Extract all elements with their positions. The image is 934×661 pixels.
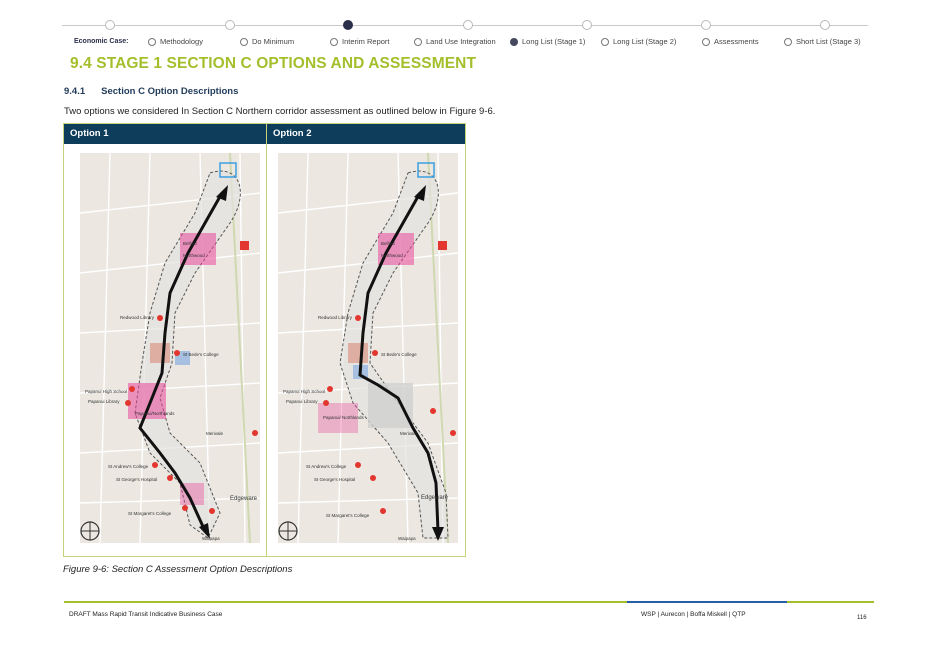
- radio-icon: [240, 38, 248, 46]
- step-interim-report[interactable]: Interim Report: [330, 37, 390, 46]
- label-belfast: Belfast: [183, 241, 197, 246]
- label-waipapa: Waipapa: [398, 536, 416, 541]
- residential-block: [348, 343, 368, 363]
- label-northwood: Northwood: [381, 253, 403, 258]
- label-margaret: St Margaret's College: [128, 511, 172, 516]
- figure-header-row: [64, 124, 465, 144]
- radio-icon: [414, 38, 422, 46]
- progress-dot: [701, 20, 711, 30]
- subsection-number: 9.4.1: [64, 86, 86, 97]
- economic-case-label: Economic Case:: [74, 38, 129, 45]
- body-paragraph: Two options we considered In Section C Northern corridor assessment as outlined below in Figure 9-6.: [64, 106, 496, 117]
- label-edgeware: Edgeware: [230, 496, 258, 502]
- progress-dot: [105, 20, 115, 30]
- step-land-use-integration[interactable]: Land Use Integration: [414, 37, 496, 46]
- step-assessments[interactable]: Assessments: [702, 37, 759, 46]
- footer-document-title: DRAFT Mass Rapid Transit Indicative Business Case: [69, 611, 223, 618]
- step-do-minimum[interactable]: Do Minimum: [240, 37, 294, 46]
- radio-icon: [148, 38, 156, 46]
- figure-caption: Figure 9-6: Section C Assessment Option Descriptions: [63, 564, 293, 575]
- progress-dot: [820, 20, 830, 30]
- label-waipapa: Waipapa: [202, 536, 220, 541]
- option-figure: [63, 123, 466, 557]
- highway-shield-icon: [240, 241, 249, 250]
- label-george: St George's Hospital: [314, 477, 356, 482]
- label-andrews: St Andrew's College: [306, 464, 347, 469]
- label-redwood: Redwood Library: [120, 315, 155, 320]
- label-papanui: Papanui/Northlands: [135, 411, 175, 416]
- option-1-map: [80, 153, 260, 543]
- section-heading: 9.4 STAGE 1 SECTION C OPTIONS AND ASSESSMENT: [70, 55, 477, 72]
- residential-block: [150, 343, 170, 363]
- label-belfast: Belfast: [381, 241, 395, 246]
- label-papanui-high: Papanui High School: [283, 389, 326, 394]
- label-bede: St Bede's College: [183, 352, 219, 357]
- label-margaret: St Margaret's College: [326, 513, 370, 518]
- option-1-header: Option 1: [70, 128, 109, 139]
- option-2-header: Option 2: [273, 128, 312, 139]
- option-2-map: [278, 153, 458, 543]
- page-number: 116: [857, 615, 867, 621]
- progress-dot: [463, 20, 473, 30]
- step-long-list-stage-2[interactable]: Long List (Stage 2): [601, 37, 676, 46]
- label-papanui: Papanui/ Northlands: [323, 415, 364, 420]
- label-papanui-library: Papanui Library: [286, 399, 318, 404]
- radio-icon: [784, 38, 792, 46]
- step-long-list-stage-1[interactable]: Long List (Stage 1): [510, 37, 585, 46]
- northlands-zone: [368, 383, 413, 428]
- radio-selected-icon: [510, 38, 518, 46]
- subsection-title: Section C Option Descriptions: [101, 86, 239, 97]
- label-merivale: Merivale: [400, 431, 418, 436]
- economic-case-steps: [62, 37, 872, 51]
- label-andrews: St Andrew's College: [108, 464, 149, 469]
- progress-dot: [225, 20, 235, 30]
- column-divider: [266, 124, 267, 556]
- footer-authors: WSP | Aurecon | Boffa Miskell | QTP: [641, 611, 746, 618]
- label-edgeware: Edgeware: [421, 495, 449, 501]
- label-papanui-library: Papanui Library: [88, 399, 120, 404]
- label-papanui-high: Papanui High School: [85, 389, 128, 394]
- step-short-list-stage-3[interactable]: Short List (Stage 3): [784, 37, 861, 46]
- radio-icon: [702, 38, 710, 46]
- radio-icon: [601, 38, 609, 46]
- label-redwood: Redwood Library: [318, 315, 353, 320]
- radio-icon: [330, 38, 338, 46]
- step-methodology[interactable]: Methodology: [148, 37, 203, 46]
- subsection-heading: [64, 86, 238, 97]
- footer-accent-rule: [627, 601, 787, 603]
- highway-shield-icon: [438, 241, 447, 250]
- label-bede: St Bede's College: [381, 352, 417, 357]
- label-george: St George's Hospital: [116, 477, 158, 482]
- label-merivale: Merivale: [206, 431, 224, 436]
- progress-dot-current: [343, 20, 353, 30]
- progress-dot: [582, 20, 592, 30]
- label-northwood: Northwood: [183, 253, 205, 258]
